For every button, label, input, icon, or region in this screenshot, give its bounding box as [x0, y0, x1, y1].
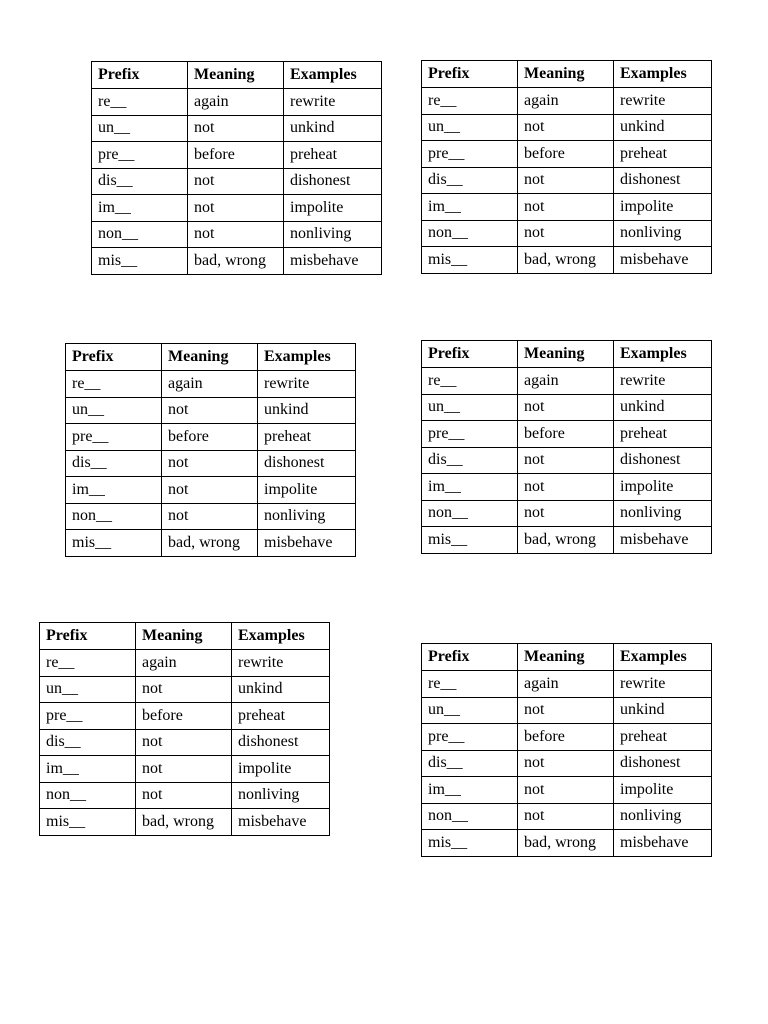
meaning-cell: again — [136, 650, 232, 677]
prefix-cell: re__ — [66, 371, 162, 398]
meaning-cell: not — [188, 115, 284, 142]
example-cell: nonliving — [284, 221, 382, 248]
prefix-cell: non__ — [422, 500, 518, 527]
example-cell: impolite — [258, 477, 356, 504]
prefix-cell: mis__ — [92, 248, 188, 275]
header-examples: Examples — [232, 623, 330, 650]
meaning-cell: not — [518, 194, 614, 221]
meaning-cell: before — [188, 142, 284, 169]
prefix-cell: re__ — [92, 89, 188, 116]
header-examples: Examples — [614, 341, 712, 368]
table-row — [422, 141, 712, 168]
prefix-cell: im__ — [40, 756, 136, 783]
example-cell: dishonest — [614, 167, 712, 194]
meaning-cell: bad, wrong — [136, 809, 232, 836]
prefix-cell: pre__ — [422, 141, 518, 168]
example-cell: nonliving — [232, 782, 330, 809]
table-row — [422, 500, 712, 527]
example-cell: preheat — [614, 724, 712, 751]
table-row — [422, 777, 712, 804]
table-row — [40, 650, 330, 677]
prefix-cell: re__ — [422, 368, 518, 395]
header-examples: Examples — [284, 62, 382, 89]
prefix-cell: dis__ — [66, 450, 162, 477]
table-row — [66, 450, 356, 477]
prefix-cell: re__ — [422, 88, 518, 115]
table-row — [66, 530, 356, 557]
meaning-cell: before — [518, 421, 614, 448]
meaning-cell: before — [518, 141, 614, 168]
table-row — [422, 421, 712, 448]
example-cell: misbehave — [614, 527, 712, 554]
prefix-cell: pre__ — [92, 142, 188, 169]
meaning-cell: not — [188, 195, 284, 222]
prefix-cell: mis__ — [422, 247, 518, 274]
example-cell: unkind — [614, 697, 712, 724]
meaning-cell: not — [518, 394, 614, 421]
header-prefix: Prefix — [66, 344, 162, 371]
header-prefix: Prefix — [92, 62, 188, 89]
header-meaning: Meaning — [518, 341, 614, 368]
table-row — [422, 88, 712, 115]
meaning-cell: not — [518, 167, 614, 194]
prefix-cell: un__ — [422, 114, 518, 141]
meaning-cell: again — [518, 368, 614, 395]
table-row — [40, 756, 330, 783]
header-meaning: Meaning — [518, 61, 614, 88]
example-cell: misbehave — [232, 809, 330, 836]
meaning-cell: again — [188, 89, 284, 116]
table-row — [40, 782, 330, 809]
table-row — [66, 397, 356, 424]
prefix-cell: dis__ — [422, 750, 518, 777]
example-cell: unkind — [258, 397, 356, 424]
table-row — [92, 248, 382, 275]
example-cell: misbehave — [284, 248, 382, 275]
table-row — [40, 809, 330, 836]
header-examples: Examples — [258, 344, 356, 371]
prefix-table — [65, 343, 356, 557]
prefix-cell: re__ — [422, 671, 518, 698]
meaning-cell: not — [518, 474, 614, 501]
example-cell: impolite — [614, 777, 712, 804]
table-row — [422, 697, 712, 724]
table-row — [422, 447, 712, 474]
table-row — [422, 803, 712, 830]
prefix-cell: pre__ — [66, 424, 162, 451]
prefix-cell: im__ — [422, 194, 518, 221]
meaning-cell: bad, wrong — [518, 830, 614, 857]
meaning-cell: not — [518, 500, 614, 527]
meaning-cell: not — [518, 114, 614, 141]
prefix-cell: pre__ — [422, 421, 518, 448]
example-cell: impolite — [614, 194, 712, 221]
meaning-cell: not — [188, 168, 284, 195]
example-cell: unkind — [614, 394, 712, 421]
example-cell: misbehave — [258, 530, 356, 557]
meaning-cell: again — [518, 88, 614, 115]
example-cell: impolite — [284, 195, 382, 222]
prefix-cell: mis__ — [422, 527, 518, 554]
meaning-cell: not — [162, 397, 258, 424]
example-cell: nonliving — [614, 803, 712, 830]
example-cell: impolite — [232, 756, 330, 783]
prefix-table — [421, 60, 712, 274]
table-row — [422, 368, 712, 395]
prefix-cell: non__ — [66, 503, 162, 530]
example-cell: nonliving — [614, 500, 712, 527]
table-row — [66, 424, 356, 451]
meaning-cell: not — [136, 729, 232, 756]
header-examples: Examples — [614, 644, 712, 671]
meaning-cell: before — [518, 724, 614, 751]
meaning-cell: not — [518, 697, 614, 724]
table-row — [92, 168, 382, 195]
prefix-cell: pre__ — [422, 724, 518, 751]
meaning-cell: bad, wrong — [518, 527, 614, 554]
table-row — [92, 89, 382, 116]
example-cell: unkind — [284, 115, 382, 142]
table-row — [92, 115, 382, 142]
table-row — [92, 221, 382, 248]
table-row — [92, 142, 382, 169]
table-row — [422, 394, 712, 421]
prefix-cell: un__ — [422, 394, 518, 421]
meaning-cell: not — [136, 676, 232, 703]
example-cell: preheat — [614, 421, 712, 448]
table-row — [422, 247, 712, 274]
example-cell: misbehave — [614, 830, 712, 857]
example-cell: unkind — [232, 676, 330, 703]
example-cell: rewrite — [258, 371, 356, 398]
table-row — [422, 194, 712, 221]
meaning-cell: bad, wrong — [162, 530, 258, 557]
example-cell: rewrite — [232, 650, 330, 677]
header-meaning: Meaning — [518, 644, 614, 671]
example-cell: dishonest — [232, 729, 330, 756]
prefix-cell: non__ — [422, 803, 518, 830]
table-row — [92, 195, 382, 222]
meaning-cell: bad, wrong — [518, 247, 614, 274]
table-row — [422, 220, 712, 247]
example-cell: impolite — [614, 474, 712, 501]
prefix-cell: un__ — [92, 115, 188, 142]
header-prefix: Prefix — [422, 61, 518, 88]
header-examples: Examples — [614, 61, 712, 88]
example-cell: dishonest — [284, 168, 382, 195]
header-prefix: Prefix — [422, 341, 518, 368]
table-header-row — [422, 644, 712, 671]
prefix-cell: dis__ — [422, 167, 518, 194]
example-cell: dishonest — [258, 450, 356, 477]
table-header-row — [40, 623, 330, 650]
meaning-cell: not — [162, 477, 258, 504]
meaning-cell: not — [188, 221, 284, 248]
table-row — [66, 371, 356, 398]
prefix-cell: dis__ — [40, 729, 136, 756]
example-cell: misbehave — [614, 247, 712, 274]
table-row — [422, 114, 712, 141]
meaning-cell: before — [136, 703, 232, 730]
meaning-cell: not — [136, 782, 232, 809]
prefix-cell: mis__ — [66, 530, 162, 557]
prefix-cell: pre__ — [40, 703, 136, 730]
prefix-cell: un__ — [66, 397, 162, 424]
table-row — [422, 527, 712, 554]
example-cell: preheat — [232, 703, 330, 730]
table-row — [66, 477, 356, 504]
example-cell: nonliving — [614, 220, 712, 247]
prefix-cell: dis__ — [92, 168, 188, 195]
table-row — [422, 671, 712, 698]
example-cell: dishonest — [614, 750, 712, 777]
table-row — [66, 503, 356, 530]
meaning-cell: not — [518, 220, 614, 247]
prefix-table — [39, 622, 330, 836]
header-meaning: Meaning — [136, 623, 232, 650]
meaning-cell: bad, wrong — [188, 248, 284, 275]
example-cell: rewrite — [614, 671, 712, 698]
prefix-cell: non__ — [92, 221, 188, 248]
prefix-table — [91, 61, 382, 275]
meaning-cell: not — [162, 450, 258, 477]
prefix-cell: im__ — [422, 474, 518, 501]
prefix-cell: im__ — [66, 477, 162, 504]
prefix-table — [421, 340, 712, 554]
table-header-row — [422, 61, 712, 88]
example-cell: preheat — [614, 141, 712, 168]
table-row — [422, 474, 712, 501]
example-cell: rewrite — [284, 89, 382, 116]
header-meaning: Meaning — [162, 344, 258, 371]
example-cell: rewrite — [614, 368, 712, 395]
meaning-cell: again — [518, 671, 614, 698]
meaning-cell: not — [518, 777, 614, 804]
header-prefix: Prefix — [422, 644, 518, 671]
example-cell: nonliving — [258, 503, 356, 530]
example-cell: rewrite — [614, 88, 712, 115]
meaning-cell: not — [518, 447, 614, 474]
table-header-row — [66, 344, 356, 371]
header-meaning: Meaning — [188, 62, 284, 89]
meaning-cell: not — [518, 803, 614, 830]
prefix-cell: mis__ — [40, 809, 136, 836]
prefix-cell: re__ — [40, 650, 136, 677]
table-row — [422, 750, 712, 777]
table-row — [422, 830, 712, 857]
table-header-row — [92, 62, 382, 89]
meaning-cell: again — [162, 371, 258, 398]
meaning-cell: not — [518, 750, 614, 777]
prefix-cell: un__ — [422, 697, 518, 724]
example-cell: dishonest — [614, 447, 712, 474]
prefix-cell: un__ — [40, 676, 136, 703]
meaning-cell: before — [162, 424, 258, 451]
meaning-cell: not — [136, 756, 232, 783]
prefix-table — [421, 643, 712, 857]
example-cell: unkind — [614, 114, 712, 141]
prefix-cell: im__ — [92, 195, 188, 222]
table-row — [40, 729, 330, 756]
table-row — [40, 676, 330, 703]
header-prefix: Prefix — [40, 623, 136, 650]
prefix-cell: dis__ — [422, 447, 518, 474]
meaning-cell: not — [162, 503, 258, 530]
table-row — [40, 703, 330, 730]
example-cell: preheat — [258, 424, 356, 451]
table-row — [422, 724, 712, 751]
prefix-cell: mis__ — [422, 830, 518, 857]
prefix-cell: non__ — [40, 782, 136, 809]
prefix-cell: non__ — [422, 220, 518, 247]
table-row — [422, 167, 712, 194]
example-cell: preheat — [284, 142, 382, 169]
table-header-row — [422, 341, 712, 368]
prefix-cell: im__ — [422, 777, 518, 804]
